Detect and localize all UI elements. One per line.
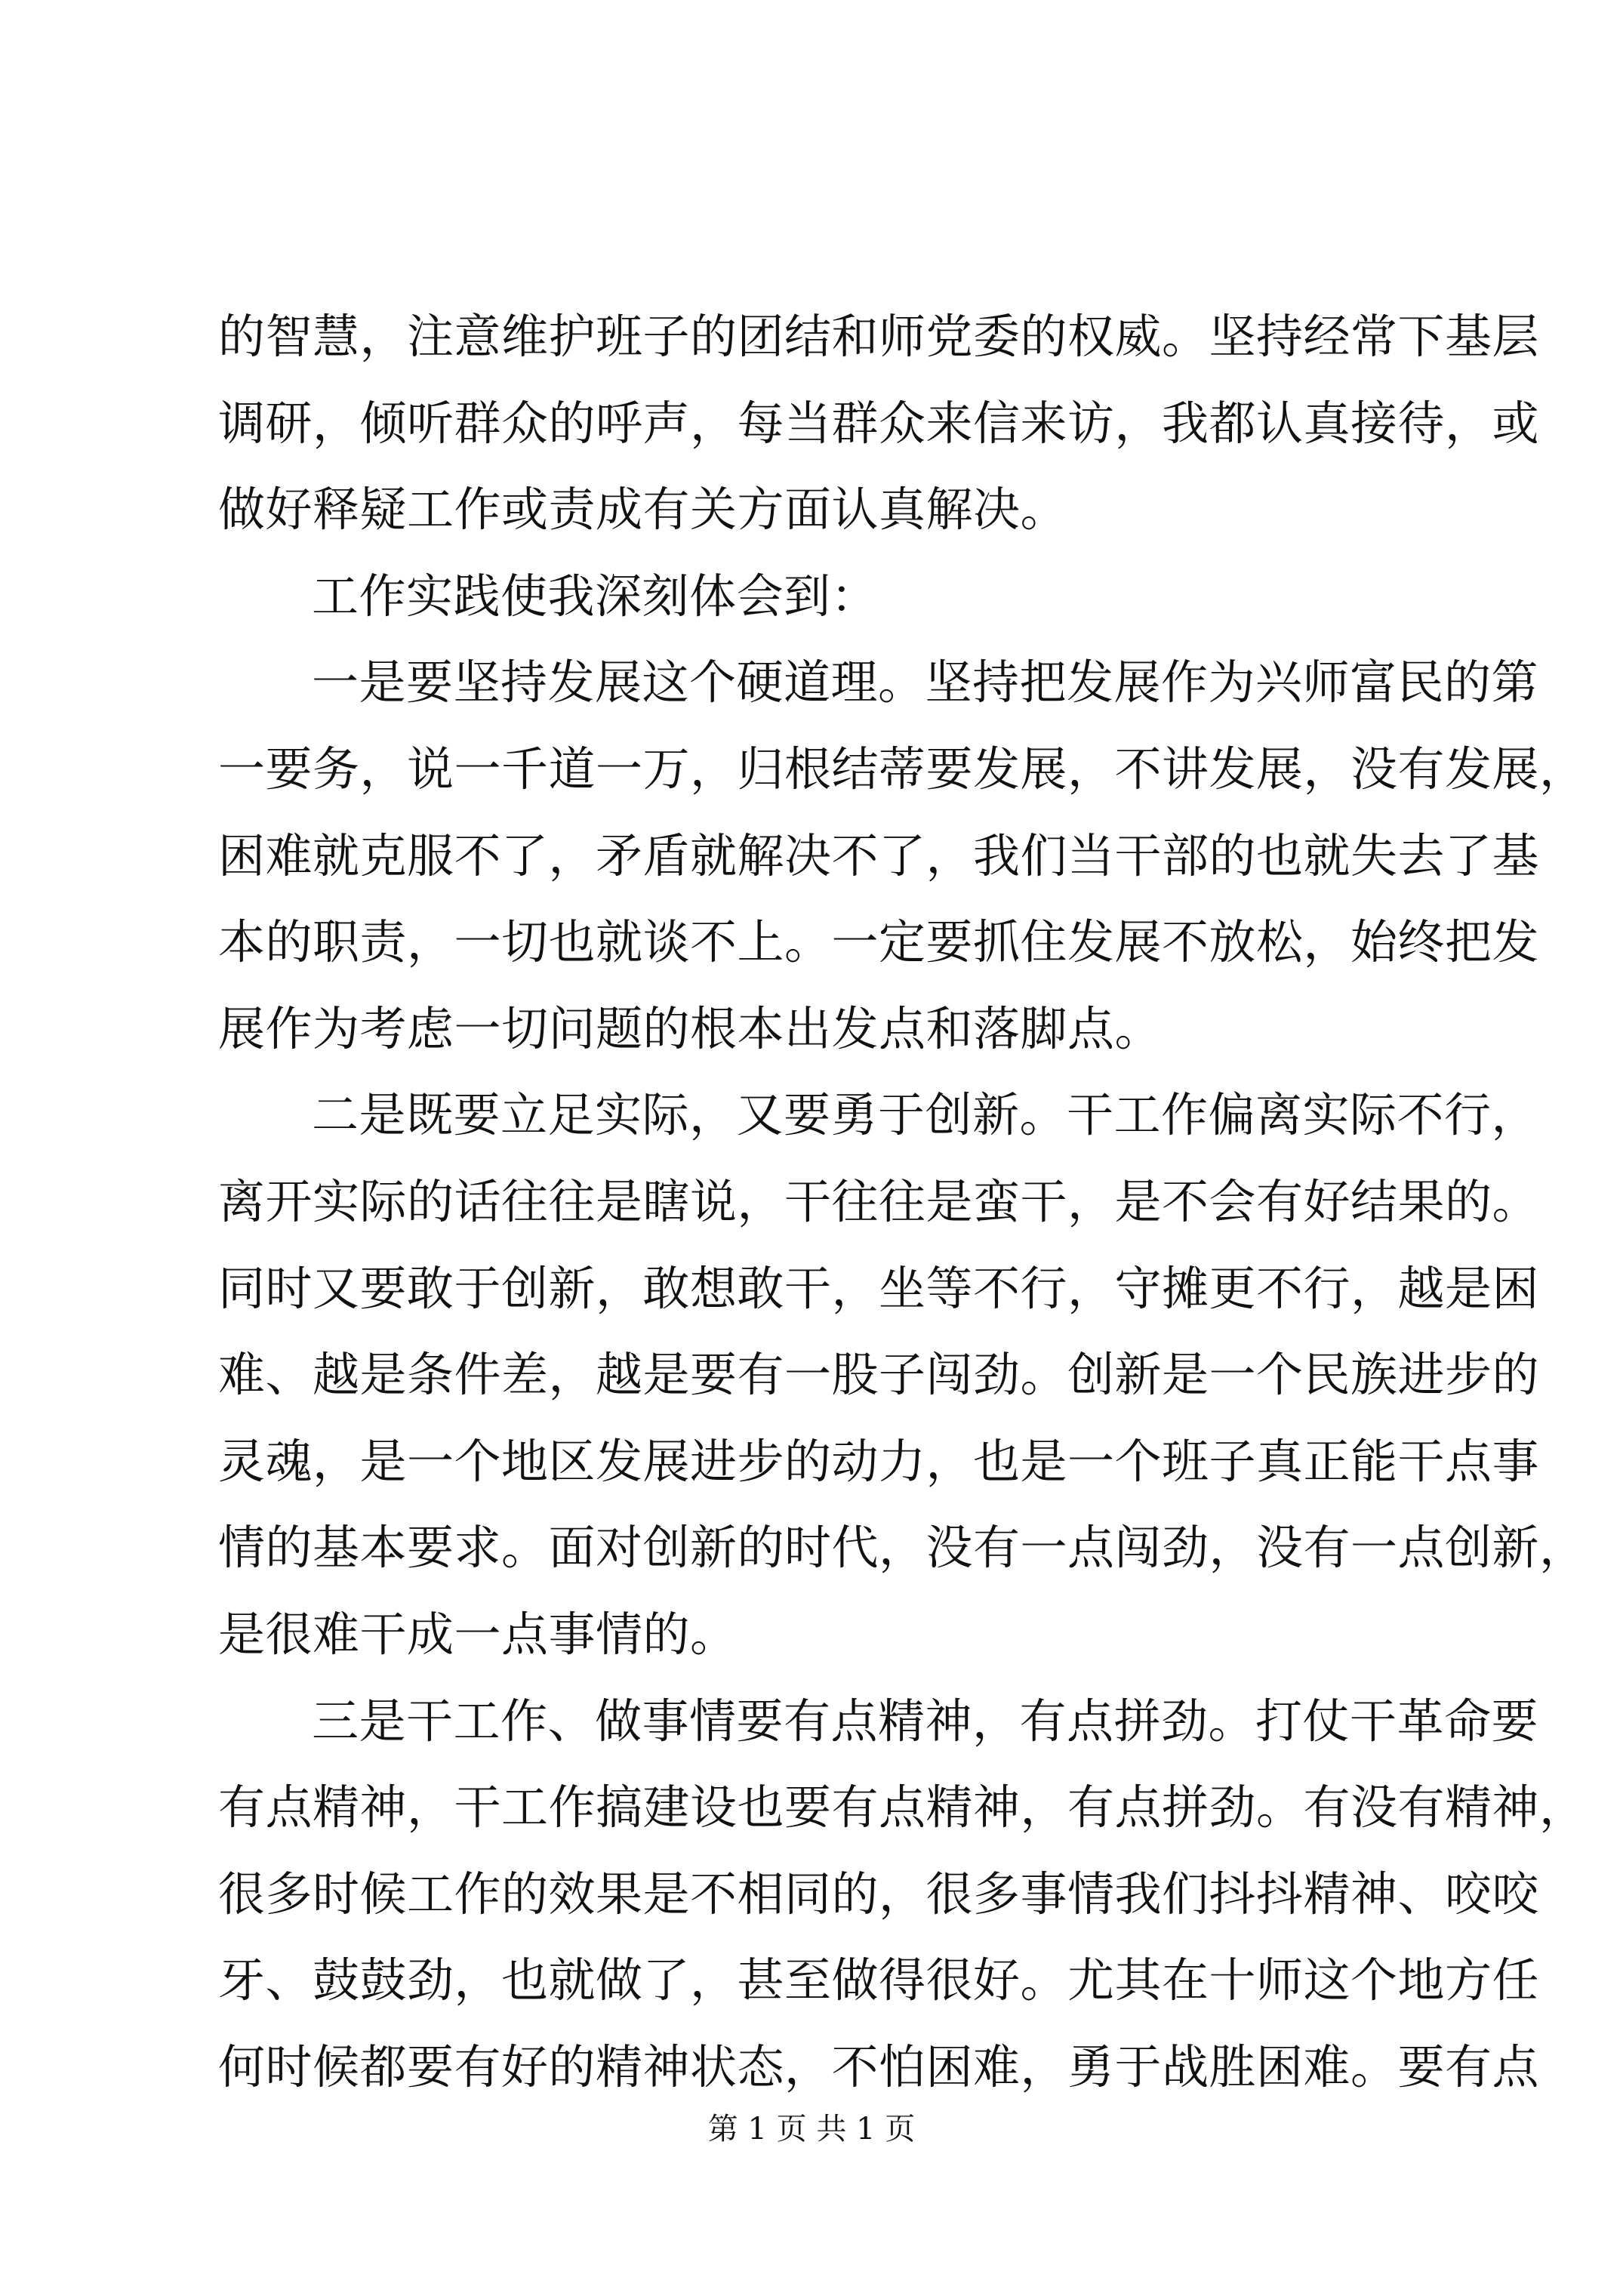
- paragraph-start-line: 二是既要立足实际，又要勇于创新。干工作偏离实际不行，: [312, 1087, 1539, 1143]
- text-line: 难、越是条件差，越是要有一股子闯劲。创新是一个民族进步的: [218, 1347, 1540, 1403]
- text-line: 展作为考虑一切问题的根本出发点和落脚点。: [218, 1000, 1163, 1056]
- text-line: 同时又要敢于创新，敢想敢干，坐等不行，守摊更不行，越是困: [218, 1260, 1540, 1316]
- text-line: 是很难干成一点事情的。: [218, 1606, 738, 1662]
- text-line: 一要务，说一千道一万，归根结蒂要发展，不讲发展，没有发展，: [218, 741, 1587, 797]
- paragraph-start-line: 一是要坚持发展这个硬道理。坚持把发展作为兴师富民的第: [312, 655, 1539, 710]
- document-body: [218, 294, 1587, 2110]
- text-line: 调研，倾听群众的呼声，每当群众来信来访，我都认真接待，或: [218, 395, 1540, 451]
- text-line: 做好释疑工作或责成有关方面认真解决。: [218, 482, 1068, 538]
- page-number-label: 第 1 页 共 1 页: [707, 2112, 916, 2147]
- text-line: 离开实际的话往往是瞎说，干往往是蛮干，是不会有好结果的。: [218, 1173, 1540, 1229]
- text-line: 牙、鼓鼓劲，也就做了，甚至做得很好。尤其在十师这个地方任: [218, 1952, 1540, 2008]
- text-line: 情的基本要求。面对创新的时代，没有一点闯劲，没有一点创新，: [218, 1520, 1587, 1576]
- paragraph-start-line: 三是干工作、做事情要有点精神，有点拼劲。打仗干革命要: [312, 1693, 1539, 1749]
- text-line: 有点精神，干工作搞建设也要有点精神，有点拼劲。有没有精神，: [218, 1780, 1587, 1835]
- page-footer: [0, 2105, 1623, 2148]
- text-line: 本的职责，一切也就谈不上。一定要抓住发展不放松，始终把发: [218, 914, 1540, 970]
- text-line: 困难就克服不了，矛盾就解决不了，我们当干部的也就失去了基: [218, 827, 1540, 883]
- text-line: 灵魂，是一个地区发展进步的动力，也是一个班子真正能干点事: [218, 1433, 1540, 1489]
- text-line: 的智慧，注意维护班子的团结和师党委的权威。坚持经常下基层: [218, 309, 1540, 364]
- text-line: 很多时候工作的效果是不相同的，很多事情我们抖抖精神、咬咬: [218, 1866, 1540, 1922]
- text-line: 何时候都要有好的精神状态，不怕困难，勇于战胜困难。要有点: [218, 2039, 1540, 2094]
- paragraph-start-line: 工作实践使我深刻体会到：: [312, 568, 879, 624]
